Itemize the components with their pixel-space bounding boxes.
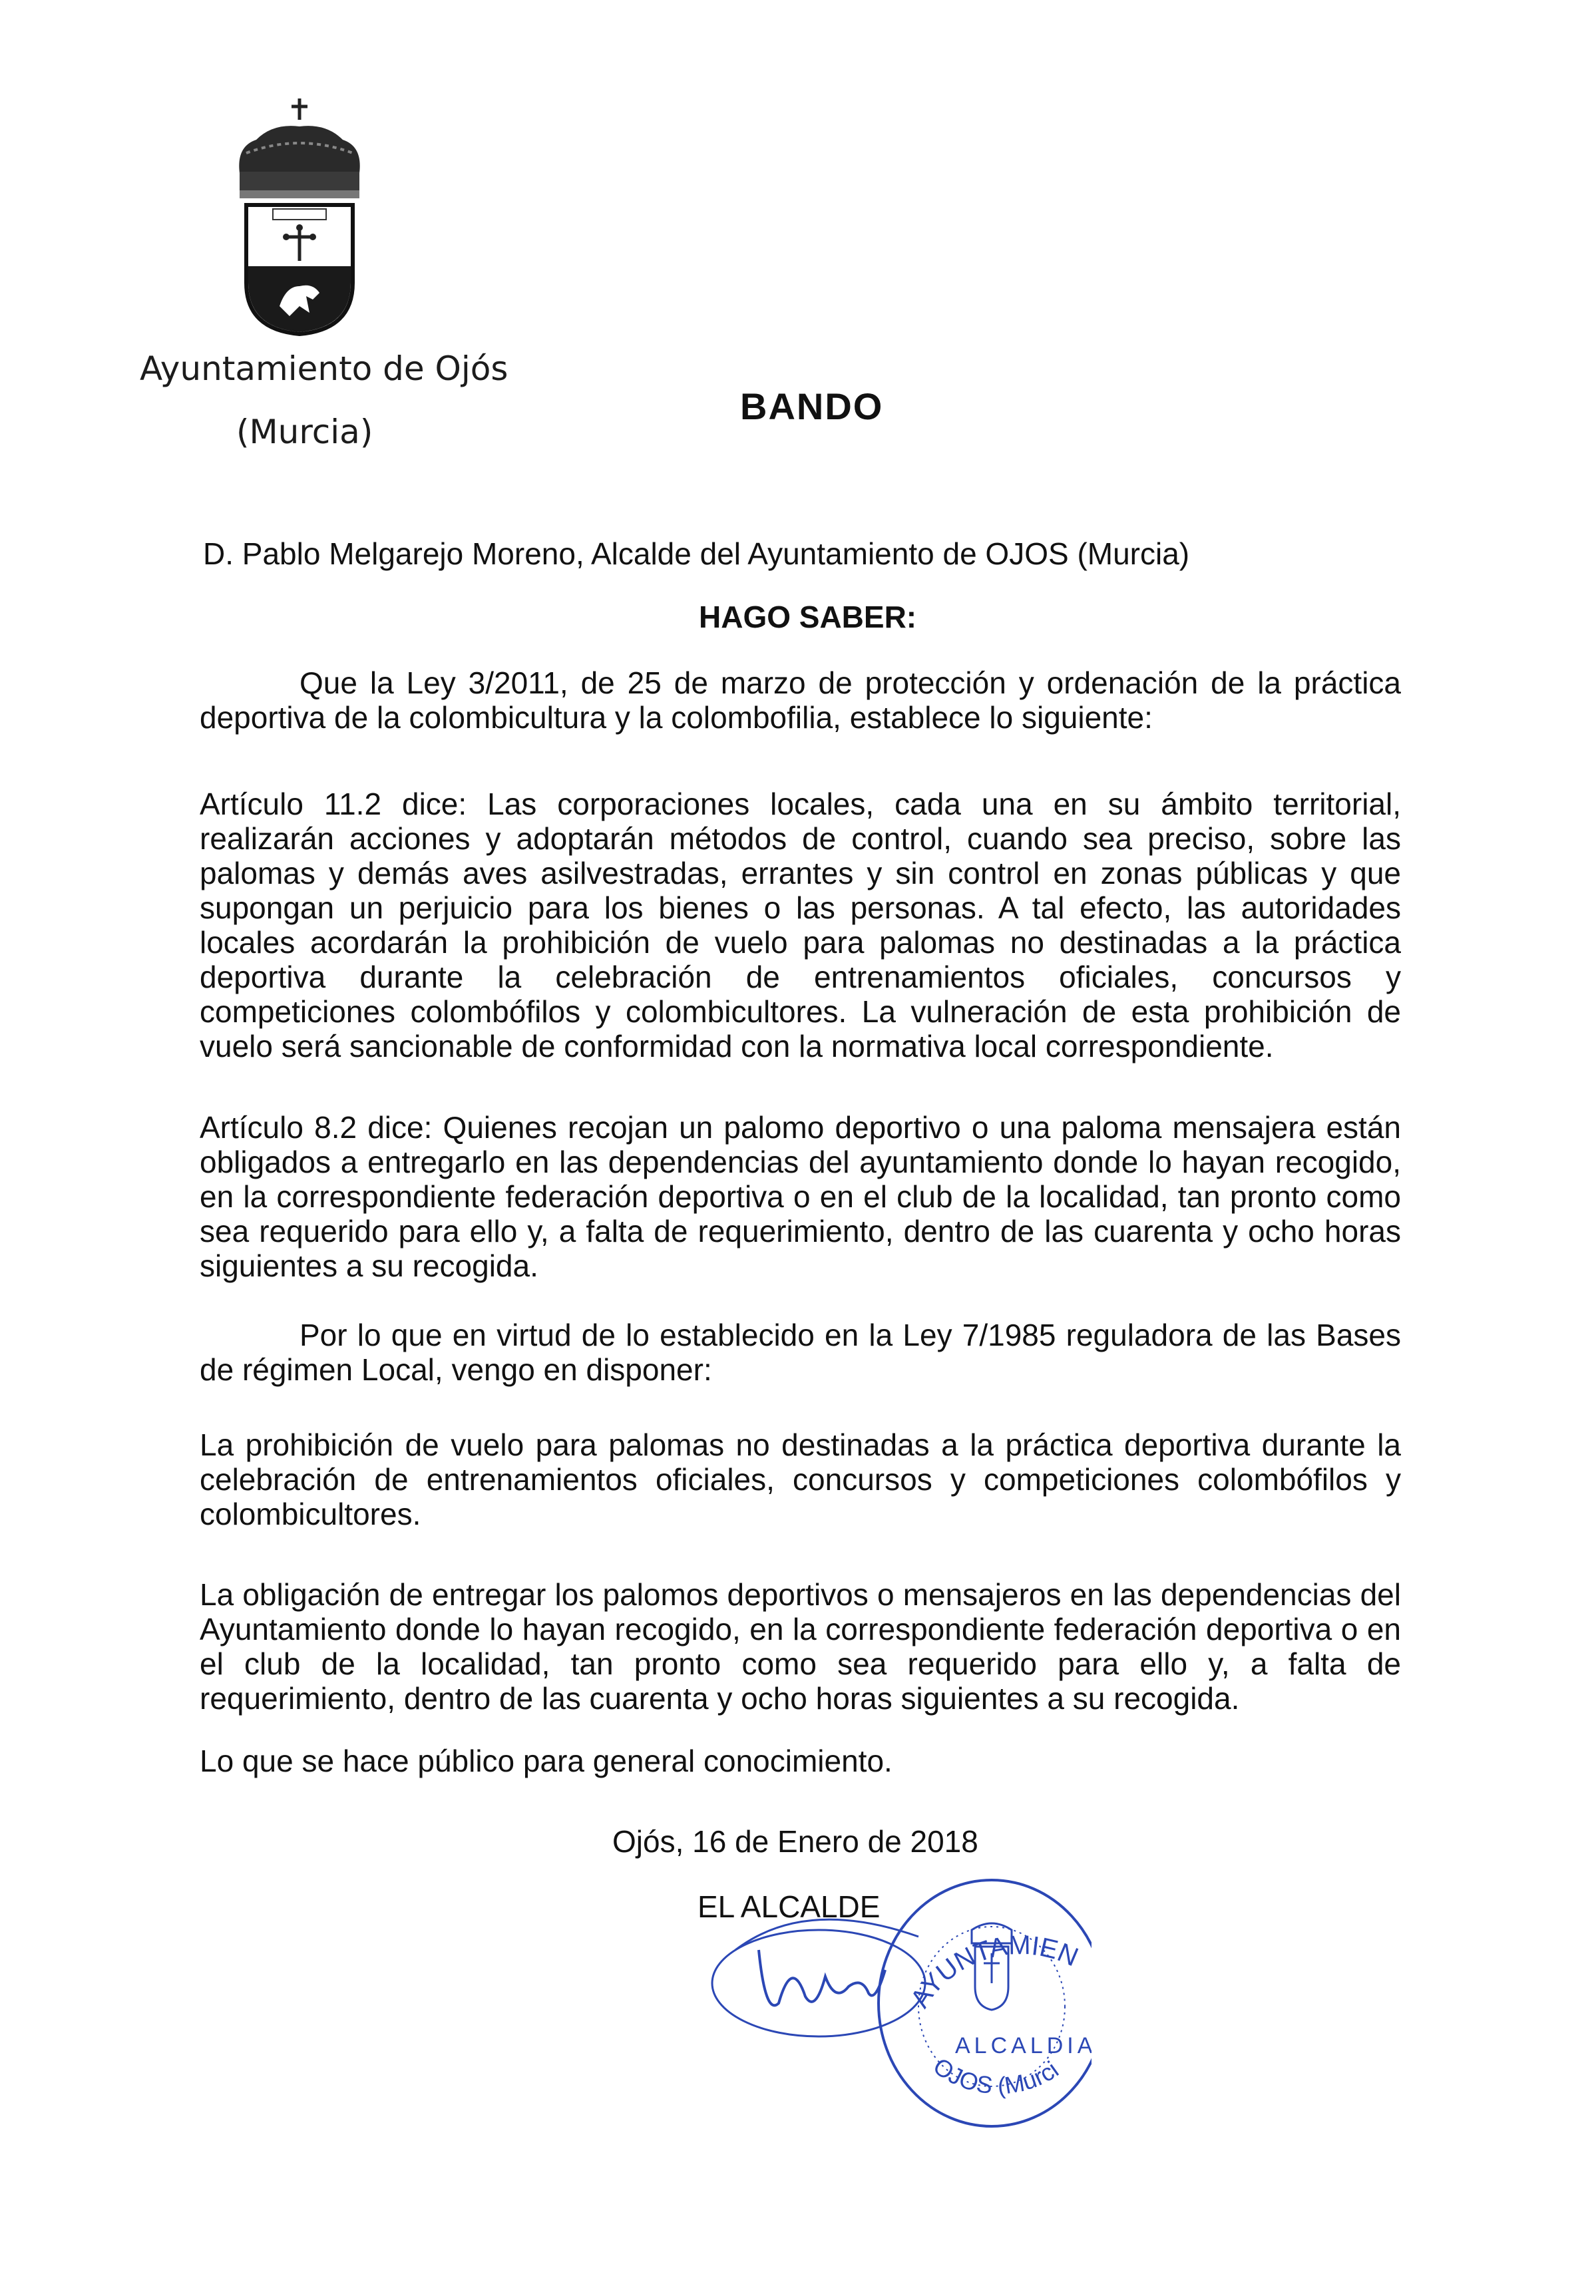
coat-of-arms-emblem	[226, 93, 373, 339]
official-seal-stamp	[705, 1870, 1092, 2150]
date-line: Ojós, 16 de Enero de 2018	[612, 1824, 978, 1859]
announcement-heading: HAGO SABER:	[699, 600, 917, 634]
seal-bottom-text: OJOS (Murci	[928, 2052, 1064, 2100]
organization-region: (Murcia)	[236, 413, 373, 451]
body-paragraph-4: Por lo que en virtud de lo establecido en la Ley 7/1985 reguladora de las Bases de régimen Local, vengo en disponer:	[200, 1318, 1401, 1387]
body-paragraph-6: La obligación de entregar los palomos deportivos o mensajeros en las dependencias del Ayuntamiento donde lo hayan recogido, en la correspondiente federación deportiva o en el club de la localidad, tan pronto como sea requerido para ello y, a falta de requerimiento, dentro de las cuarenta y ocho horas siguientes a su recogida.	[200, 1577, 1401, 1716]
seal-middle-text: ALCALDIA	[955, 2033, 1092, 2058]
body-paragraph-article-8-2: Artículo 8.2 dice: Quienes recojan un palomo deportivo o una paloma mensajera están obligados a entregarlo en las dependencias del ayuntamiento donde lo hayan recogido, en la correspondiente federación deportiva o en el club de la localidad, tan pronto como sea requerido para ello y, a falta de requerimiento, dentro de las cuarenta y ocho horas siguientes a su recogida.	[200, 1110, 1401, 1283]
organization-name: Ayuntamiento de Ojós	[140, 349, 508, 388]
body-paragraph-1: Que la Ley 3/2011, de 25 de marzo de protección y ordenación de la práctica deportiva de la colombicultura y la colombofilia, establece lo siguiente:	[200, 666, 1401, 735]
body-paragraph-7: Lo que se hace público para general conocimiento.	[200, 1744, 893, 1778]
signer-title: EL ALCALDE	[698, 1889, 881, 1924]
body-paragraph-5: La prohibición de vuelo para palomas no destinadas a la práctica deportiva durante la celebración de entrenamientos oficiales, concursos y competiciones colombófilos y colombicultores.	[200, 1428, 1401, 1531]
body-paragraph-article-11-2: Artículo 11.2 dice: Las corporaciones locales, cada una en su ámbito territorial, realizarán acciones y adoptarán métodos de control, cuando sea preciso, sobre las palomas y demás aves asilvestradas, errantes y sin control en zonas públicas y que supongan un perjuicio para los bienes o las personas. A tal efecto, las autoridades locales acordarán la prohibición de vuelo para palomas no destinadas a la práctica deportiva durante la celebración de entrenamientos oficiales, concursos y competiciones colombófilos y colombicultores. La vulneración de esta prohibición de vuelo será sancionable de conformidad con la normativa local correspondiente.	[200, 787, 1401, 1063]
document-title: BANDO	[740, 385, 884, 427]
mayor-line: D. Pablo Melgarejo Moreno, Alcalde del Ayuntamiento de OJOS (Murcia)	[203, 536, 1190, 571]
seal-top-text: AYUNTAMIEN	[904, 1931, 1083, 2013]
